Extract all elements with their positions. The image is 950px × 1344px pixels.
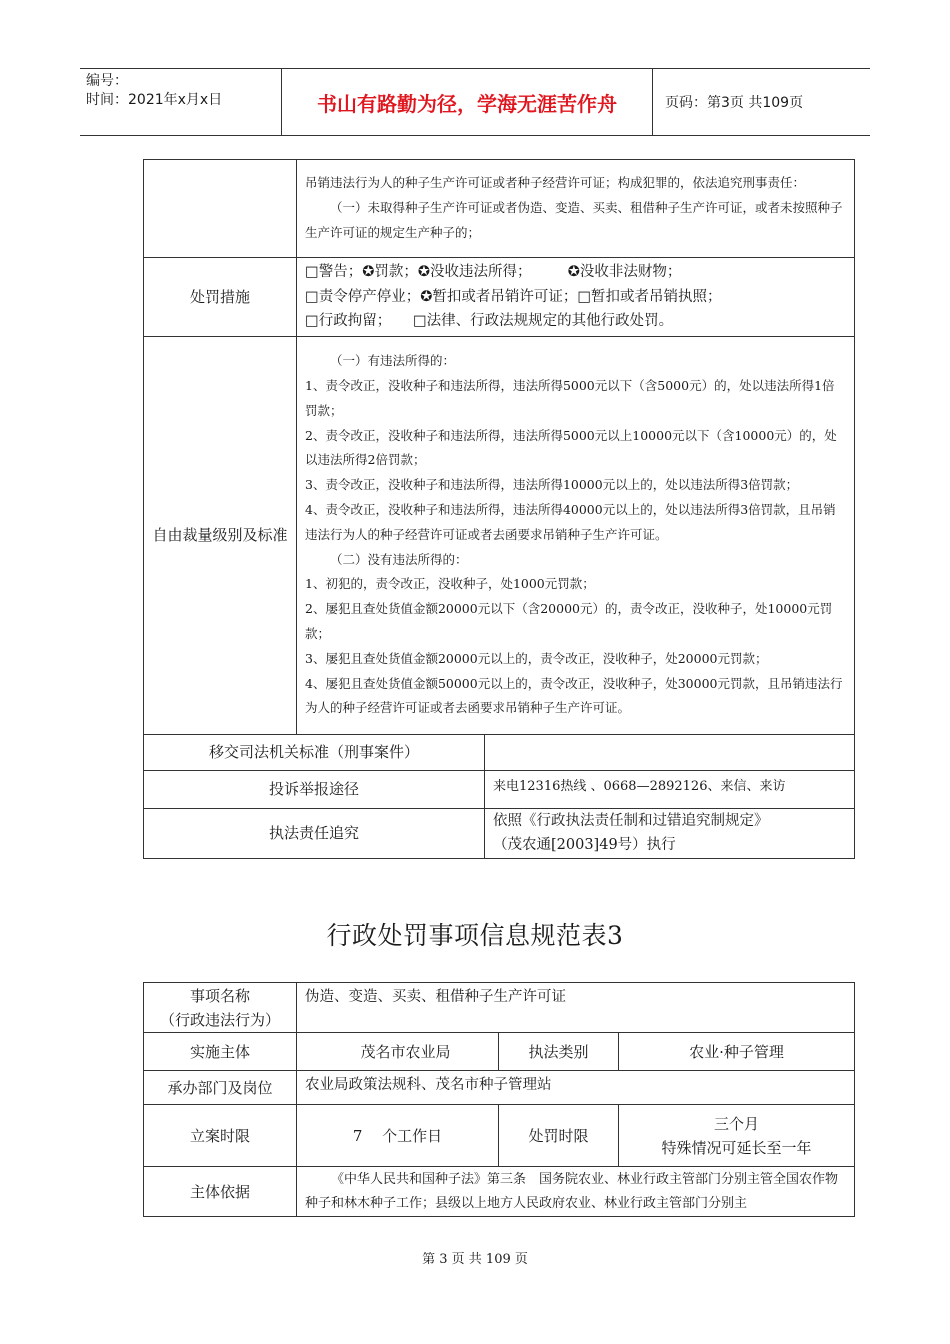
measures-line: □警告；✪罚款；✪没收违法所得； ✪没收非法财物； [305, 264, 682, 280]
page-header [80, 68, 870, 136]
discretion-line: 2、屡犯且查处货值金额20000元以下（含20000元）的，责令改正，没收种子，处10000元罚款； [305, 601, 833, 642]
table-row [144, 1071, 855, 1105]
complaint-label: 投诉举报途径 [144, 770, 485, 808]
legal-text-line: （一）未取得种子生产许可证或者伪造、变造、买卖、租借种子生产许可证，或者未按照种子生产许可证的规定生产种子的； [305, 200, 843, 240]
filing-value: 7 个工作日 [297, 1105, 499, 1167]
discretion-line: 4、责令改正，没收种子和违法所得，违法所得40000元以上的，处以违法所得3倍罚款，且吊销违法行为人的种子经营许可证或者去函要求吊销种子生产许可证。 [305, 502, 836, 542]
measures-cell [297, 258, 855, 337]
dept-value: 农业局政策法规科、茂名市种子管理站 [297, 1071, 855, 1105]
page-footer: 第 3 页 共 109 页 [422, 1252, 528, 1267]
discretion-line: 3、屡犯且查处货值金额20000元以上的，责令改正，没收种子，处20000元罚款； [305, 650, 768, 666]
header-motto: 书山有路勤为径，学海无涯苦作舟 [282, 69, 653, 135]
legal-text-line: 吊销违法行为人的种子生产许可证或者种子经营许可证；构成犯罪的，依法追究刑事责任： [305, 175, 806, 191]
transfer-value [485, 734, 855, 770]
table-row [144, 1167, 855, 1217]
section-title: 行政处罚事项信息规范表3 [326, 921, 624, 950]
table-row [144, 258, 855, 337]
discretion-line: 4、屡犯且查处货值金额50000元以上的，责令改正，没收种子，处30000元罚款，且吊销违法行为人的种子经营许可证或者去函要求吊销种子生产许可证。 [305, 675, 843, 716]
table-row [144, 734, 855, 770]
penalty-time-line: 特殊情况可延长至一年 [661, 1138, 812, 1157]
discretion-label: 自由裁量级别及标准 [144, 336, 297, 734]
discretion-line: 1、责令改正，没收种子和违法所得，违法所得5000元以下（含5000元）的，处以违法所得1倍罚款； [305, 378, 835, 418]
item-name-label-line: 事项名称 [189, 986, 250, 1005]
legal-text-cell [297, 160, 855, 258]
item-name-label-line: （行政违法行为） [159, 1010, 280, 1029]
discretion-line: 3、责令改正，没收种子和违法所得，违法所得10000元以上的，处以违法所得3倍罚款； [305, 477, 799, 493]
accountability-line: （茂农通[2003]49号）执行 [493, 837, 676, 854]
accountability-value [485, 808, 855, 858]
table-row [144, 770, 855, 808]
accountability-label: 执法责任追究 [144, 808, 485, 858]
penalty-table-continued [143, 159, 855, 859]
penalty-time-value [619, 1105, 855, 1167]
doc-number-label: 编号： [86, 73, 128, 89]
discretion-line: 2、责令改正，没收种子和违法所得，违法所得5000元以上10000元以下（含10000元）的，处以违法所得2倍罚款； [305, 427, 837, 468]
basis-value: 《中华人民共和国种子法》第三条 国务院农业、林业行政主管部门分别主管全国农作物种子和林木种子工作；县级以上地方人民政府农业、林业行政主管部门分别主 [297, 1167, 855, 1217]
item-name-label [144, 983, 297, 1033]
category-label: 执法类别 [499, 1033, 619, 1071]
basis-label: 主体依据 [144, 1167, 297, 1217]
discretion-cell [297, 336, 855, 734]
transfer-label: 移交司法机关标准（刑事案件） [144, 734, 485, 770]
table-row [144, 1033, 855, 1071]
penalty-time-label: 处罚时限 [499, 1105, 619, 1167]
header-page-info: 页码：第3页 共109页 [665, 95, 804, 111]
accountability-line: 依照《行政执法责任制和过错追究制规定》 [493, 813, 769, 830]
table-row [144, 336, 855, 734]
dept-label: 承办部门及岗位 [144, 1071, 297, 1105]
measures-line: □行政拘留； □法律、行政法规规定的其他行政处罚。 [305, 313, 674, 330]
item-name-value: 伪造、变造、买卖、租借种子生产许可证 [297, 983, 855, 1033]
discretion-line: （二）没有违法所得的： [330, 551, 468, 567]
empty-label-cell [144, 160, 297, 258]
measures-line: □责令停产停业；✪暂扣或者吊销许可证；□暂扣或者吊销执照； [305, 288, 722, 305]
table-row [144, 1105, 855, 1167]
header-meta [80, 69, 282, 135]
subject-label: 实施主体 [144, 1033, 297, 1071]
penalty-time-line: 三个月 [714, 1114, 760, 1133]
subject-value: 茂名市农业局 [297, 1033, 499, 1071]
category-value: 农业·种子管理 [619, 1033, 855, 1071]
penalty-info-table-3 [143, 982, 855, 1217]
filing-label: 立案时限 [144, 1105, 297, 1167]
doc-date: 时间：2021年x月x日 [86, 92, 223, 108]
discretion-line: 1、初犯的，责令改正，没收种子，处1000元罚款； [305, 576, 595, 592]
table-row [144, 808, 855, 858]
complaint-value: 来电12316热线 、0668—2892126、来信、来访 [485, 770, 855, 808]
table-row [144, 160, 855, 258]
discretion-line: （一）有违法所得的： [330, 353, 456, 369]
table-row [144, 983, 855, 1033]
measures-label: 处罚措施 [144, 258, 297, 337]
